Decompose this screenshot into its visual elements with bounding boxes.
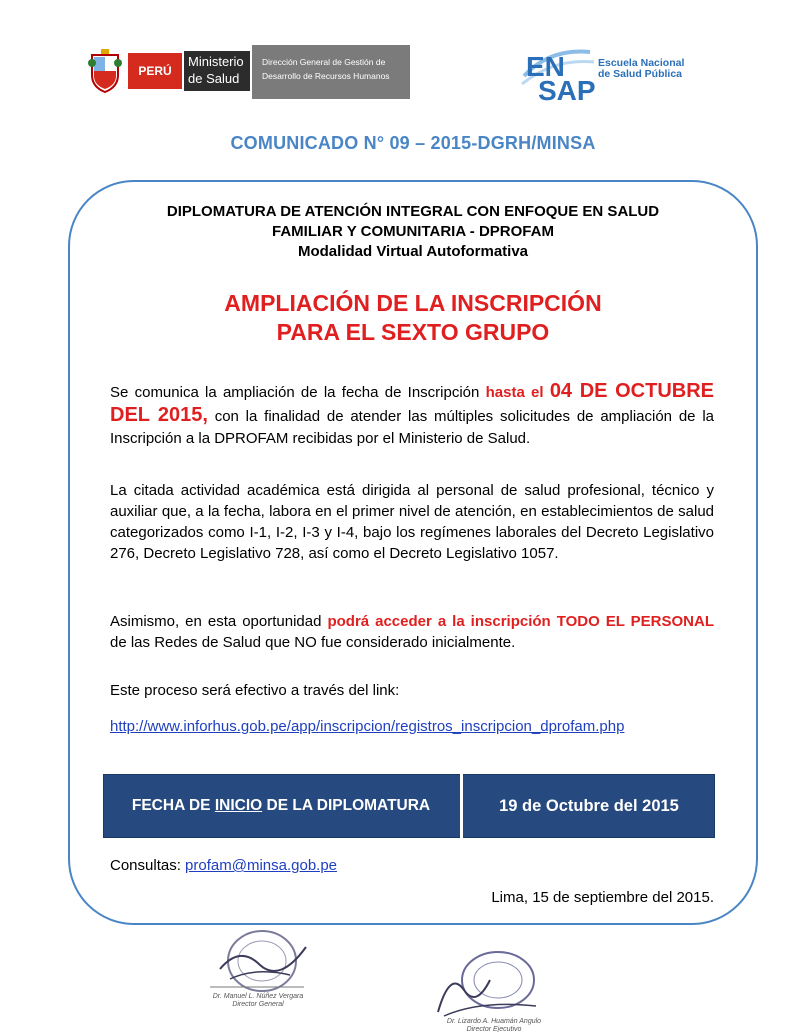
signer-2-role: Director Ejecutivo (466, 1026, 522, 1032)
ensap-logo (520, 38, 720, 104)
paragraph-3-highlight: podrá acceder a la inscripción TODO EL PERSONAL (327, 613, 714, 630)
comunicado-title: COMUNICADO N° 09 – 2015-DGRH/MINSA (230, 133, 596, 153)
ensap-logo-mark-icon (520, 38, 596, 102)
paragraph-extension (110, 380, 714, 450)
paragraph-3-rest: de las Redes de Salud que NO fue considerado inicialmente. (110, 634, 516, 651)
registration-link[interactable]: http://www.inforhus.gob.pe/app/inscripcion/registros_inscripcion_dprofam.php (110, 718, 625, 735)
paragraph-1-intro: Se comunica la ampliación de la fecha de Inscripción (110, 384, 486, 401)
paragraph-1-hasta: hasta el (485, 384, 550, 401)
deadline-date: 04 DE OCTUBRE DEL 2015, (110, 380, 715, 426)
department-name (252, 45, 410, 99)
closing-date: Lima, 15 de septiembre del 2015. (491, 889, 714, 906)
signer-1-role: Director General (232, 1001, 284, 1008)
ampliacion-heading (100, 289, 726, 347)
signer-1-name: Dr. Manuel L. Núñez Vergara (212, 993, 304, 1000)
minsa-logo (86, 45, 410, 99)
department-line-1: Dirección General de Gestión de (262, 57, 386, 67)
director-ejecutivo-stamp-icon (420, 950, 560, 1032)
program-line-3: Modalidad Virtual Autoformativa (297, 243, 529, 260)
ensap-name (598, 58, 684, 80)
program-line-2: FAMILIAR Y COMUNITARIA - DPROFAM (272, 223, 554, 240)
paragraph-link-intro: Este proceso será efectivo a través del link: (110, 682, 400, 699)
ensap-line-2: de Salud Pública (598, 68, 683, 80)
consultas-line (110, 857, 337, 874)
program-line-1: DIPLOMATURA DE ATENCIÓN INTEGRAL CON ENFOQUE EN SALUD (166, 203, 660, 220)
ministry-line-2: de Salud (188, 71, 240, 86)
start-date-value: 19 de Octubre del 2015 (499, 796, 679, 815)
signer-2-name: Dr. Lizardo A. Huamán Angulo (446, 1018, 542, 1025)
banner-label-inicio: INICIO (214, 797, 263, 814)
ensap-line-1: Escuela Nacional (598, 57, 685, 69)
paragraph-audience: La citada actividad académica está dirigida al personal de salud profesional, técnico y auxiliar que, a la fecha, labora en el primer nivel de atención, en establecimientos de salud categorizados como I-1, I-2, I-3 y I-4, bajo los regímenes laborales del Decreto Legislativo 276, Decreto Legislativo 728, así como el Decreto Legislativo 1057. (110, 482, 714, 562)
consultas-label: Consultas: (110, 857, 186, 874)
ministry-line-1: Ministerio (188, 54, 244, 69)
peru-label: PERÚ (128, 53, 182, 89)
start-date-label (103, 774, 459, 838)
banner-label-pre: FECHA DE (131, 797, 215, 814)
banner-label-post: DE LA DIPLOMATURA (262, 797, 431, 814)
heading-line-1: AMPLIACIÓN DE LA INSCRIPCIÓN (224, 290, 602, 316)
program-title (100, 202, 726, 262)
paragraph-3-intro: Asimismo, en esta oportunidad (110, 613, 328, 630)
heading-line-2: PARA EL SEXTO GRUPO (276, 319, 550, 345)
ministry-name (184, 51, 250, 91)
paragraph-1-rest: con la finalidad de atender las múltiples solicitudes de ampliación de la Inscripción a la DPROFAM recibidas por el Ministerio de Salud. (110, 408, 714, 447)
paragraph-all-staff (110, 611, 714, 653)
svg-text:EN: EN (526, 51, 565, 82)
contact-email-link[interactable]: profam@minsa.gob.pe (185, 857, 338, 874)
svg-text:SAP: SAP (538, 75, 596, 102)
director-general-stamp-icon (200, 925, 320, 1009)
department-line-2: Desarrollo de Recursos Humanos (262, 71, 390, 81)
peru-coat-of-arms-icon (86, 49, 124, 93)
